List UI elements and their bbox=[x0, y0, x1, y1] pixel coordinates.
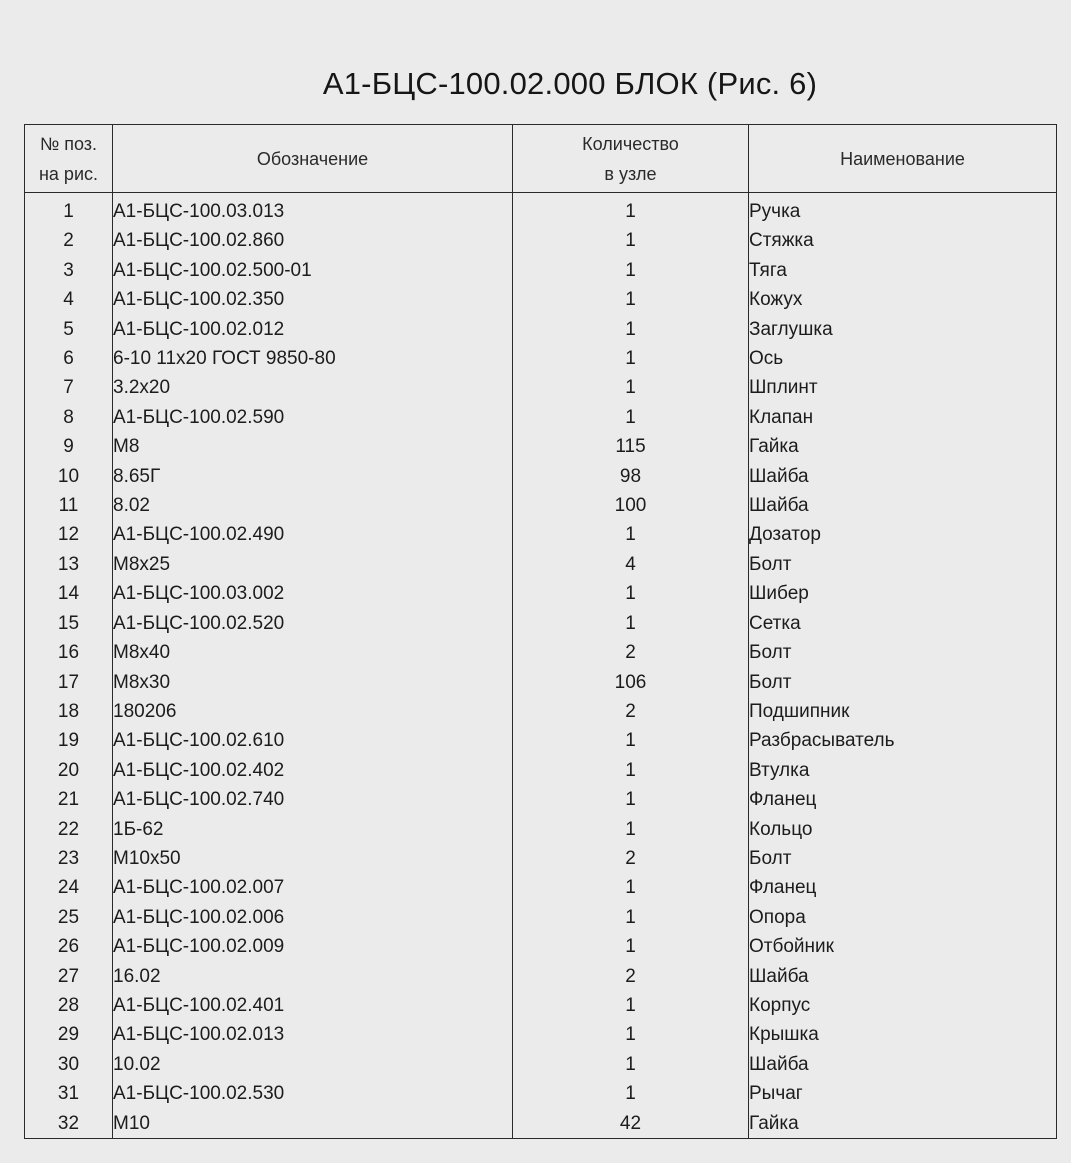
row-position: 23 bbox=[25, 844, 113, 873]
table-row bbox=[25, 668, 1057, 697]
table-row bbox=[25, 1109, 1057, 1139]
table-row bbox=[25, 226, 1057, 255]
row-position: 6 bbox=[25, 344, 113, 373]
table-row bbox=[25, 462, 1057, 491]
table-row bbox=[25, 697, 1057, 726]
row-position: 20 bbox=[25, 756, 113, 785]
row-position: 30 bbox=[25, 1050, 113, 1079]
row-name: Втулка bbox=[749, 756, 1057, 785]
row-quantity: 1 bbox=[513, 609, 749, 638]
row-quantity: 2 bbox=[513, 638, 749, 667]
row-name: Дозатор bbox=[749, 520, 1057, 549]
row-designation: М8 bbox=[113, 432, 513, 461]
row-designation: А1-БЦС-100.02.009 bbox=[113, 932, 513, 961]
row-position: 28 bbox=[25, 991, 113, 1020]
table-row bbox=[25, 873, 1057, 902]
header-quantity bbox=[513, 125, 749, 193]
row-name: Стяжка bbox=[749, 226, 1057, 255]
table-row bbox=[25, 315, 1057, 344]
table-row bbox=[25, 1050, 1057, 1079]
row-position: 3 bbox=[25, 256, 113, 285]
table-row bbox=[25, 903, 1057, 932]
row-position: 27 bbox=[25, 962, 113, 991]
row-designation: А1-БЦС-100.02.402 bbox=[113, 756, 513, 785]
row-name: Ось bbox=[749, 344, 1057, 373]
row-quantity: 2 bbox=[513, 697, 749, 726]
header-designation: Обозначение bbox=[113, 125, 513, 193]
table-row bbox=[25, 520, 1057, 549]
row-quantity: 1 bbox=[513, 193, 749, 227]
row-position: 21 bbox=[25, 785, 113, 814]
row-name: Гайка bbox=[749, 432, 1057, 461]
row-quantity: 1 bbox=[513, 1079, 749, 1108]
table-row bbox=[25, 638, 1057, 667]
row-designation: 6-10 11х20 ГОСТ 9850-80 bbox=[113, 344, 513, 373]
header-position-line2: на рис. bbox=[38, 163, 99, 184]
table-row bbox=[25, 756, 1057, 785]
row-quantity: 1 bbox=[513, 756, 749, 785]
header-position-line1: № поз. bbox=[39, 133, 98, 154]
row-name: Шайба bbox=[749, 1050, 1057, 1079]
row-position: 32 bbox=[25, 1109, 113, 1139]
table-row bbox=[25, 991, 1057, 1020]
row-quantity: 1 bbox=[513, 315, 749, 344]
row-name: Болт bbox=[749, 550, 1057, 579]
table-row bbox=[25, 932, 1057, 961]
row-name: Фланец bbox=[749, 873, 1057, 902]
row-position: 31 bbox=[25, 1079, 113, 1108]
row-position: 2 bbox=[25, 226, 113, 255]
row-quantity: 1 bbox=[513, 256, 749, 285]
row-position: 9 bbox=[25, 432, 113, 461]
row-quantity: 1 bbox=[513, 344, 749, 373]
row-name: Гайка bbox=[749, 1109, 1057, 1139]
table-row bbox=[25, 726, 1057, 755]
row-designation: А1-БЦС-100.02.350 bbox=[113, 285, 513, 314]
table-row bbox=[25, 285, 1057, 314]
row-designation: 10.02 bbox=[113, 1050, 513, 1079]
row-quantity: 1 bbox=[513, 226, 749, 255]
row-name: Кольцо bbox=[749, 815, 1057, 844]
row-position: 19 bbox=[25, 726, 113, 755]
row-designation: А1-БЦС-100.03.002 bbox=[113, 579, 513, 608]
header-quantity-line1: Количество bbox=[582, 133, 679, 154]
row-designation: А1-БЦС-100.02.006 bbox=[113, 903, 513, 932]
parts-table-body bbox=[25, 193, 1057, 1139]
row-name: Фланец bbox=[749, 785, 1057, 814]
row-quantity: 1 bbox=[513, 932, 749, 961]
row-name: Заглушка bbox=[749, 315, 1057, 344]
header-position bbox=[25, 125, 113, 193]
row-quantity: 1 bbox=[513, 726, 749, 755]
row-quantity: 1 bbox=[513, 520, 749, 549]
row-designation: А1-БЦС-100.02.401 bbox=[113, 991, 513, 1020]
row-designation: 1Б-62 bbox=[113, 815, 513, 844]
table-row bbox=[25, 256, 1057, 285]
row-designation: 8.02 bbox=[113, 491, 513, 520]
row-position: 5 bbox=[25, 315, 113, 344]
row-name: Болт bbox=[749, 638, 1057, 667]
table-row bbox=[25, 815, 1057, 844]
row-quantity: 2 bbox=[513, 844, 749, 873]
table-row bbox=[25, 550, 1057, 579]
row-quantity: 115 bbox=[513, 432, 749, 461]
table-row bbox=[25, 785, 1057, 814]
table-row bbox=[25, 1079, 1057, 1108]
row-name: Тяга bbox=[749, 256, 1057, 285]
row-position: 10 bbox=[25, 462, 113, 491]
row-quantity: 4 bbox=[513, 550, 749, 579]
row-position: 29 bbox=[25, 1020, 113, 1049]
document-title: А1-БЦС-100.02.000 БЛОК (Рис. 6) bbox=[322, 66, 818, 101]
row-position: 12 bbox=[25, 520, 113, 549]
row-name: Отбойник bbox=[749, 932, 1057, 961]
row-position: 15 bbox=[25, 609, 113, 638]
row-designation: М8х25 bbox=[113, 550, 513, 579]
parts-table bbox=[24, 124, 1057, 1139]
row-quantity: 2 bbox=[513, 962, 749, 991]
row-designation: 3.2х20 bbox=[113, 373, 513, 402]
row-designation: А1-БЦС-100.02.012 bbox=[113, 315, 513, 344]
table-row bbox=[25, 373, 1057, 402]
row-quantity: 100 bbox=[513, 491, 749, 520]
row-position: 24 bbox=[25, 873, 113, 902]
table-row bbox=[25, 432, 1057, 461]
row-designation: А1-БЦС-100.02.860 bbox=[113, 226, 513, 255]
row-quantity: 1 bbox=[513, 285, 749, 314]
row-name: Ручка bbox=[749, 193, 1057, 227]
row-designation: 8.65Г bbox=[113, 462, 513, 491]
row-name: Шайба bbox=[749, 962, 1057, 991]
row-quantity: 106 bbox=[513, 668, 749, 697]
row-quantity: 1 bbox=[513, 1050, 749, 1079]
row-quantity: 1 bbox=[513, 373, 749, 402]
row-designation: А1-БЦС-100.02.013 bbox=[113, 1020, 513, 1049]
row-name: Опора bbox=[749, 903, 1057, 932]
table-row bbox=[25, 579, 1057, 608]
row-designation: А1-БЦС-100.02.520 bbox=[113, 609, 513, 638]
row-quantity: 42 bbox=[513, 1109, 749, 1139]
row-designation: А1-БЦС-100.02.740 bbox=[113, 785, 513, 814]
header-name: Наименование bbox=[749, 125, 1057, 193]
row-quantity: 1 bbox=[513, 1020, 749, 1049]
row-name: Рычаг bbox=[749, 1079, 1057, 1108]
row-quantity: 98 bbox=[513, 462, 749, 491]
row-designation: А1-БЦС-100.02.500-01 bbox=[113, 256, 513, 285]
row-name: Болт bbox=[749, 844, 1057, 873]
row-name: Болт bbox=[749, 668, 1057, 697]
row-designation: А1-БЦС-100.03.013 bbox=[113, 193, 513, 227]
row-name: Корпус bbox=[749, 991, 1057, 1020]
table-row bbox=[25, 193, 1057, 227]
table-row bbox=[25, 609, 1057, 638]
header-quantity-line2: в узле bbox=[604, 163, 657, 184]
header-row bbox=[25, 125, 1057, 193]
row-position: 16 bbox=[25, 638, 113, 667]
row-quantity: 1 bbox=[513, 579, 749, 608]
row-position: 17 bbox=[25, 668, 113, 697]
row-quantity: 1 bbox=[513, 991, 749, 1020]
row-designation: М8х40 bbox=[113, 638, 513, 667]
row-designation: А1-БЦС-100.02.610 bbox=[113, 726, 513, 755]
parts-table-header bbox=[25, 125, 1057, 193]
row-quantity: 1 bbox=[513, 785, 749, 814]
row-position: 22 bbox=[25, 815, 113, 844]
row-name: Клапан bbox=[749, 403, 1057, 432]
row-name: Шплинт bbox=[749, 373, 1057, 402]
row-designation: 180206 bbox=[113, 697, 513, 726]
row-position: 11 bbox=[25, 491, 113, 520]
row-position: 18 bbox=[25, 697, 113, 726]
row-designation: М8х30 bbox=[113, 668, 513, 697]
row-designation: А1-БЦС-100.02.490 bbox=[113, 520, 513, 549]
table-row bbox=[25, 1020, 1057, 1049]
table-row bbox=[25, 403, 1057, 432]
row-quantity: 1 bbox=[513, 403, 749, 432]
table-row bbox=[25, 344, 1057, 373]
row-designation: А1-БЦС-100.02.007 bbox=[113, 873, 513, 902]
row-quantity: 1 bbox=[513, 815, 749, 844]
row-designation: 16.02 bbox=[113, 962, 513, 991]
row-designation: М10х50 bbox=[113, 844, 513, 873]
row-position: 25 bbox=[25, 903, 113, 932]
table-row bbox=[25, 962, 1057, 991]
row-position: 7 bbox=[25, 373, 113, 402]
row-name: Подшипник bbox=[749, 697, 1057, 726]
row-designation: А1-БЦС-100.02.590 bbox=[113, 403, 513, 432]
row-position: 1 bbox=[25, 193, 113, 227]
row-name: Сетка bbox=[749, 609, 1057, 638]
row-name: Разбрасыватель bbox=[749, 726, 1057, 755]
row-position: 8 bbox=[25, 403, 113, 432]
row-position: 26 bbox=[25, 932, 113, 961]
row-name: Шибер bbox=[749, 579, 1057, 608]
row-designation: А1-БЦС-100.02.530 bbox=[113, 1079, 513, 1108]
row-quantity: 1 bbox=[513, 873, 749, 902]
row-name: Крышка bbox=[749, 1020, 1057, 1049]
row-name: Шайба bbox=[749, 491, 1057, 520]
row-name: Кожух bbox=[749, 285, 1057, 314]
table-row bbox=[25, 844, 1057, 873]
table-row bbox=[25, 491, 1057, 520]
row-name: Шайба bbox=[749, 462, 1057, 491]
row-position: 13 bbox=[25, 550, 113, 579]
row-position: 4 bbox=[25, 285, 113, 314]
row-position: 14 bbox=[25, 579, 113, 608]
row-designation: М10 bbox=[113, 1109, 513, 1139]
row-quantity: 1 bbox=[513, 903, 749, 932]
